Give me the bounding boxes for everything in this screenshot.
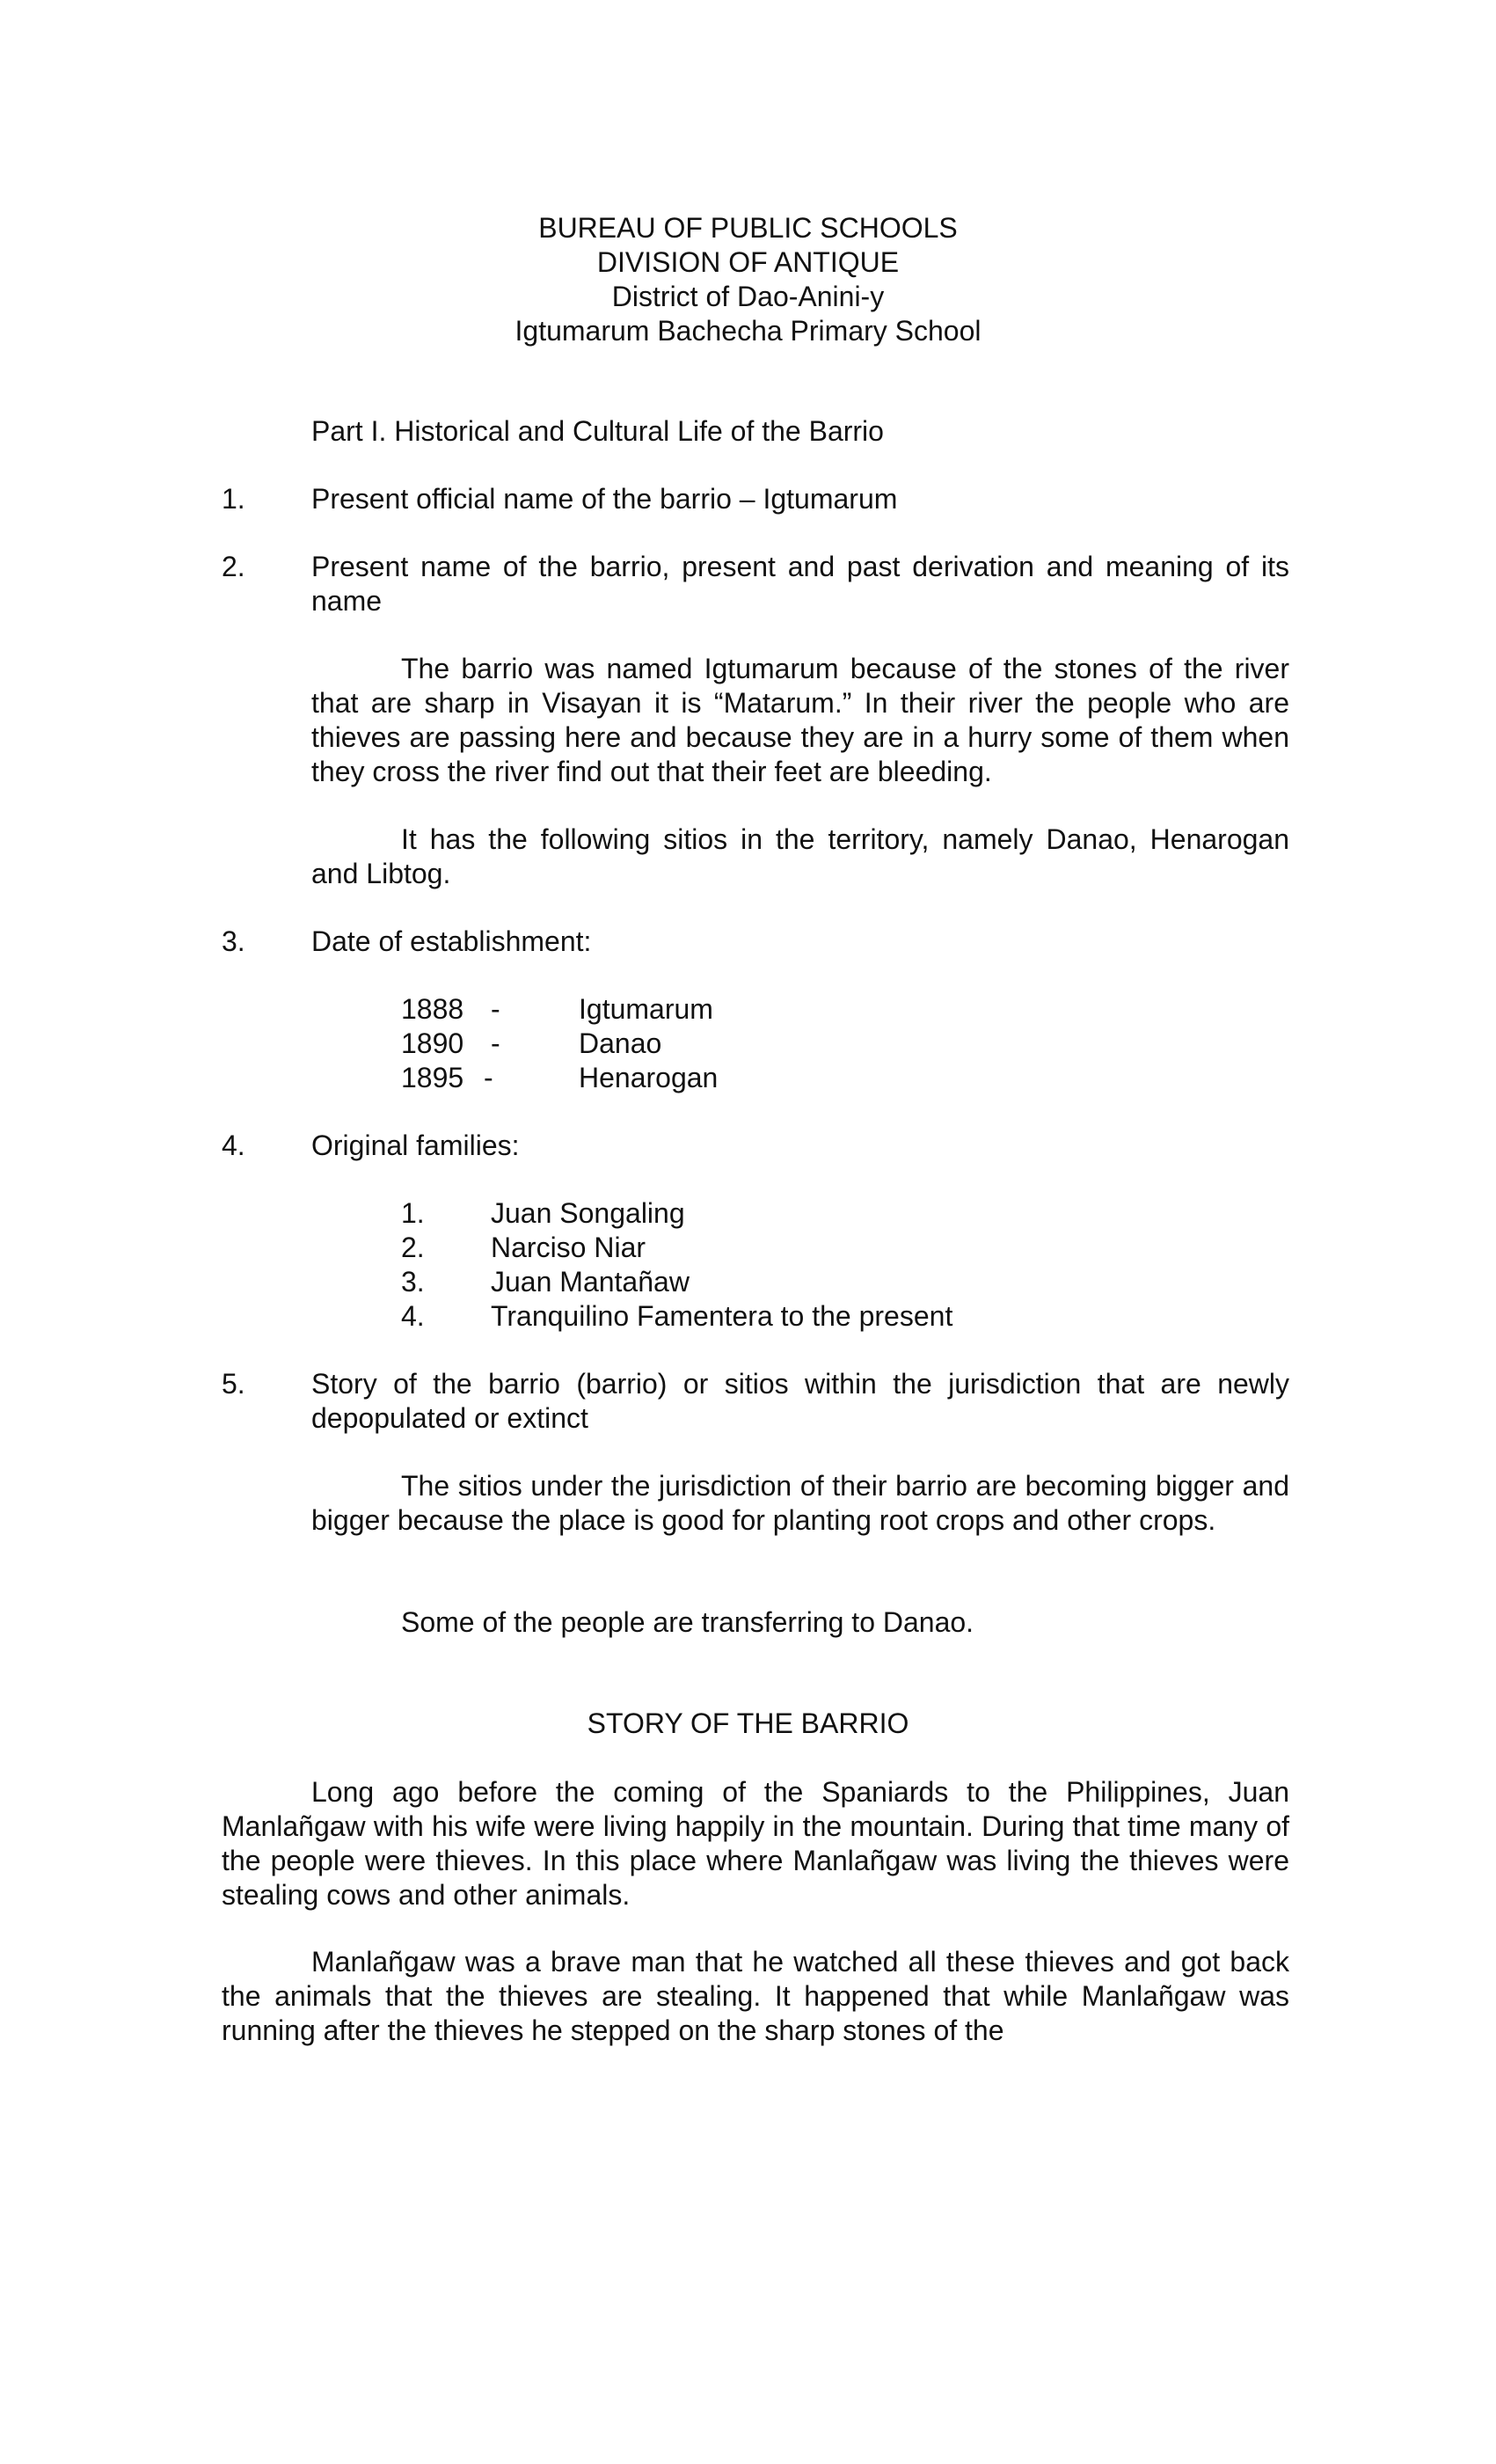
- date-sitio: Danao: [579, 1027, 662, 1059]
- date-dash: -: [484, 1062, 493, 1093]
- header-school: Igtumarum Bachecha Primary School: [514, 315, 982, 347]
- item-text-4: Original families:: [311, 1130, 520, 1161]
- family-name: Juan Mantañaw: [491, 1266, 690, 1298]
- item5-paragraph-2: Some of the people are transferring to Danao.: [401, 1606, 974, 1638]
- document-header: [0, 211, 1496, 348]
- date-year: 1890: [401, 1027, 464, 1059]
- item-number-5: 5.: [222, 1368, 245, 1400]
- date-sitio: Henarogan: [579, 1062, 719, 1093]
- item-text-2: Present name of the barrio, present and past derivation and meaning of its name: [311, 551, 1289, 617]
- header-bureau: BUREAU OF PUBLIC SCHOOLS: [538, 212, 958, 244]
- part-title: Part I. Historical and Cultural Life of the Barrio: [311, 415, 884, 447]
- item-text-5: Story of the barrio (barrio) or sitios within the jurisdiction that are newly depopulated or extinct: [311, 1368, 1289, 1434]
- story-title: STORY OF THE BARRIO: [587, 1707, 909, 1739]
- item-number-2: 2.: [222, 551, 245, 582]
- item-number-4: 4.: [222, 1130, 245, 1161]
- header-division: DIVISION OF ANTIQUE: [596, 246, 900, 278]
- family-name: Narciso Niar: [491, 1232, 646, 1263]
- item-text-1: Present official name of the barrio – Igtumarum: [311, 483, 898, 515]
- item2-paragraph-1: The barrio was named Igtumarum because of the stones of the river that are sharp in Visayan it is “Matarum.” In their river the people who are thieves are passing here and because they are in a hurry some of them when they cross the river find out that their feet are bleeding.: [311, 653, 1289, 787]
- family-number: 2.: [401, 1232, 425, 1263]
- item-text-3: Date of establishment:: [311, 925, 592, 957]
- item5-paragraph-1: The sitios under the jurisdiction of their barrio are becoming bigger and bigger because the place is good for planting root crops and other crops.: [311, 1470, 1289, 1536]
- header-district: District of Dao-Anini-y: [611, 281, 885, 312]
- family-name: Juan Songaling: [491, 1197, 685, 1229]
- story-paragraph-2: Manlañgaw was a brave man that he watched all these thieves and got back the animals that the thieves are stealing. It happened that while Manlañgaw was running after the thieves he stepped on the sharp stones of the: [222, 1946, 1289, 2046]
- date-dash: -: [491, 993, 500, 1025]
- item-number-3: 3.: [222, 925, 245, 957]
- family-name: Tranquilino Famentera to the present: [491, 1300, 953, 1332]
- date-year: 1888: [401, 993, 464, 1025]
- date-dash: -: [491, 1027, 500, 1059]
- family-number: 3.: [401, 1266, 425, 1298]
- family-number: 1.: [401, 1197, 425, 1229]
- story-paragraph-1: Long ago before the coming of the Spaniards to the Philippines, Juan Manlañgaw with his wife were living happily in the mountain. During that time many of the people were thieves. In this place where Manlañgaw was living the thieves were stealing cows and other animals.: [222, 1776, 1289, 1911]
- date-sitio: Igtumarum: [579, 993, 713, 1025]
- family-number: 4.: [401, 1300, 425, 1332]
- item-number-1: 1.: [222, 483, 245, 515]
- item2-paragraph-2: It has the following sitios in the territory, namely Danao, Henarogan and Libtog.: [311, 823, 1289, 889]
- date-year: 1895: [401, 1062, 464, 1093]
